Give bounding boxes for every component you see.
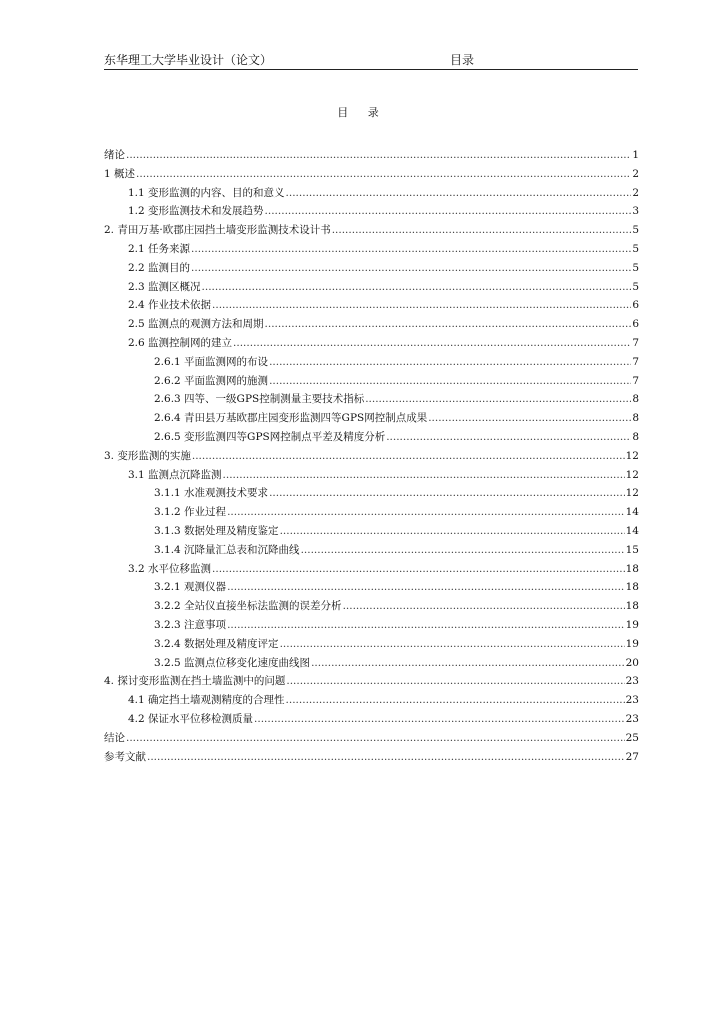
toc-entry-label: 2.6.3 四等、一级GPS控制测量主要技术指标	[154, 393, 365, 406]
toc-entry[interactable]	[104, 259, 639, 278]
toc-entry-label: 2.3 监测区概况	[128, 280, 201, 293]
toc-entry[interactable]	[104, 729, 639, 748]
toc-entry-label: 1.1 变形监测的内容、目的和意义	[128, 186, 285, 199]
header-section-title: 目录	[450, 53, 475, 67]
toc-entry-page-number: 14	[625, 506, 639, 519]
toc-dot-leader	[202, 278, 632, 297]
toc-dot-leader	[332, 221, 632, 240]
toc-entry-label: 3.2 水平位移监测	[128, 562, 212, 575]
toc-entry-page-number: 1	[632, 149, 639, 161]
toc-entry[interactable]	[104, 278, 639, 297]
toc-entry[interactable]	[104, 428, 639, 447]
toc-dot-leader	[126, 146, 631, 165]
toc-entry-page-number: 27	[625, 750, 639, 763]
toc-entry-label: 3.1 监测点沉降监测	[128, 468, 222, 481]
toc-dot-leader	[365, 390, 631, 409]
toc-entry-label: 3.2.2 全站仪直接坐标法监测的误差分析	[154, 600, 342, 613]
toc-entry-page-number: 7	[632, 374, 639, 387]
toc-dot-leader	[265, 315, 632, 334]
toc-dot-leader	[428, 409, 631, 428]
toc-dot-leader	[280, 635, 625, 654]
toc-entry-page-number: 23	[625, 712, 639, 725]
toc-entry[interactable]	[104, 372, 639, 391]
toc-dot-leader	[126, 729, 625, 748]
toc-entry-label: 2.6.5 变形监测四等GPS网控制点平差及精度分析	[154, 430, 386, 443]
toc-entry-page-number: 8	[632, 430, 639, 443]
toc-entry[interactable]	[104, 616, 639, 635]
toc-entry-label: 2.1 任务来源	[128, 242, 191, 255]
toc-entry-page-number: 18	[625, 562, 639, 575]
page-header	[104, 53, 638, 70]
toc-entry[interactable]	[104, 240, 639, 259]
toc-entry[interactable]	[104, 466, 639, 485]
table-of-contents	[104, 146, 639, 766]
toc-entry-page-number: 7	[632, 355, 639, 368]
toc-entry-page-number: 14	[625, 524, 639, 537]
toc-entry-page-number: 5	[632, 242, 639, 255]
toc-entry[interactable]	[104, 541, 639, 560]
toc-entry-page-number: 23	[625, 694, 639, 707]
toc-entry-label: 3.1.3 数据处理及精度鉴定	[154, 524, 279, 537]
toc-entry-page-number: 25	[625, 731, 639, 744]
toc-entry[interactable]	[104, 672, 639, 691]
toc-entry[interactable]	[104, 315, 639, 334]
toc-entry[interactable]	[104, 597, 639, 616]
toc-dot-leader	[269, 484, 625, 503]
toc-dot-leader	[227, 616, 625, 635]
toc-entry[interactable]	[104, 221, 639, 240]
toc-entry-page-number: 18	[625, 581, 639, 594]
toc-entry-label: 2.4 作业技术依据	[128, 299, 212, 312]
toc-entry-label: 结论	[104, 731, 125, 744]
toc-entry-label: 3.2.4 数据处理及精度评定	[154, 637, 279, 650]
toc-entry-page-number: 18	[625, 600, 639, 613]
toc-entry-label: 2. 青田万基·欧郡庄园挡土墙变形监测技术设计书	[104, 224, 331, 237]
toc-entry-page-number: 6	[632, 299, 639, 312]
toc-dot-leader	[343, 597, 625, 616]
toc-entry-label: 2.2 监测目的	[128, 261, 191, 274]
toc-dot-leader	[191, 240, 631, 259]
toc-heading: 目 录	[337, 106, 387, 119]
toc-entry-label: 2.6.2 平面监测网的施测	[154, 374, 269, 387]
toc-entry[interactable]	[104, 635, 639, 654]
toc-entry-label: 4. 探讨变形监测在挡土墙监测中的问题	[104, 675, 286, 688]
toc-entry-label: 3. 变形监测的实施	[104, 449, 191, 462]
toc-entry[interactable]	[104, 334, 639, 353]
toc-entry-page-number: 5	[632, 224, 639, 237]
header-university-title: 东华理工大学毕业设计（论文）	[104, 53, 273, 67]
toc-entry[interactable]	[104, 560, 639, 579]
toc-entry-label: 2.6.4 青田县万基欧郡庄园变形监测四等GPS网控制点成果	[154, 412, 428, 425]
toc-dot-leader	[269, 353, 631, 372]
toc-dot-leader	[212, 296, 631, 315]
toc-entry-label: 参考文献	[104, 750, 146, 763]
toc-dot-leader	[227, 578, 625, 597]
toc-dot-leader	[311, 654, 625, 673]
toc-entry-page-number: 2	[632, 186, 639, 199]
toc-dot-leader	[212, 560, 625, 579]
toc-entry-page-number: 8	[632, 393, 639, 406]
toc-entry-page-number: 3	[632, 205, 639, 218]
toc-entry[interactable]	[104, 184, 639, 203]
toc-entry-page-number: 8	[632, 412, 639, 425]
toc-entry-label: 3.1.1 水准观测技术要求	[154, 487, 269, 500]
toc-dot-leader	[269, 372, 631, 391]
toc-entry-label: 3.1.2 作业过程	[154, 506, 227, 519]
toc-entry[interactable]	[104, 484, 639, 503]
toc-dot-leader	[223, 466, 625, 485]
toc-entry-page-number: 7	[632, 336, 639, 349]
toc-entry-page-number: 12	[625, 468, 639, 481]
toc-entry[interactable]	[104, 522, 639, 541]
toc-entry-page-number: 5	[632, 280, 639, 293]
toc-entry-label: 4.1 确定挡土墙观测精度的合理性	[128, 694, 285, 707]
toc-entry[interactable]	[104, 390, 639, 409]
toc-entry[interactable]	[104, 146, 639, 165]
toc-entry[interactable]	[104, 353, 639, 372]
toc-entry[interactable]	[104, 165, 639, 184]
toc-dot-leader	[286, 672, 624, 691]
toc-entry-label: 1.2 变形监测技术和发展趋势	[128, 205, 264, 218]
toc-entry[interactable]	[104, 503, 639, 522]
toc-dot-leader	[301, 541, 625, 560]
toc-dot-leader	[254, 710, 625, 729]
toc-dot-leader	[233, 334, 631, 353]
toc-entry-page-number: 19	[625, 637, 639, 650]
toc-entry[interactable]	[104, 748, 639, 767]
toc-entry-label: 2.5 监测点的观测方法和周期	[128, 318, 264, 331]
toc-entry[interactable]	[104, 710, 639, 729]
toc-entry-page-number: 12	[625, 449, 639, 462]
toc-entry[interactable]	[104, 202, 639, 221]
toc-dot-leader	[280, 522, 625, 541]
toc-entry-label: 3.2.1 观测仪器	[154, 581, 227, 594]
toc-entry-label: 2.6.1 平面监测网的布设	[154, 355, 269, 368]
toc-dot-leader	[265, 202, 632, 221]
toc-entry[interactable]	[104, 654, 639, 673]
toc-dot-leader	[136, 165, 631, 184]
toc-entry-page-number: 19	[625, 618, 639, 631]
toc-entry-page-number: 20	[625, 656, 639, 669]
toc-entry-label: 1 概述	[104, 167, 136, 180]
toc-entry-label: 3.2.3 注意事项	[154, 618, 227, 631]
toc-entry-label: 3.1.4 沉降量汇总表和沉降曲线	[154, 543, 300, 556]
toc-dot-leader	[286, 184, 632, 203]
toc-dot-leader	[227, 503, 625, 522]
toc-entry-page-number: 5	[632, 261, 639, 274]
toc-entry-label: 2.6 监测控制网的建立	[128, 336, 233, 349]
toc-entry-page-number: 2	[632, 167, 639, 180]
toc-entry[interactable]	[104, 409, 639, 428]
toc-dot-leader	[191, 259, 631, 278]
toc-entry[interactable]	[104, 447, 639, 466]
toc-entry-page-number: 15	[625, 543, 639, 556]
toc-dot-leader	[147, 748, 625, 767]
toc-entry-page-number: 6	[632, 318, 639, 331]
toc-dot-leader	[286, 691, 625, 710]
toc-dot-leader	[192, 447, 625, 466]
toc-entry-label: 绪论	[104, 149, 125, 161]
toc-entry-page-number: 12	[625, 487, 639, 500]
toc-entry[interactable]	[104, 578, 639, 597]
toc-entry-label: 3.2.5 监测点位移变化速度曲线图	[154, 656, 311, 669]
toc-entry-label: 4.2 保证水平位移检测质量	[128, 712, 254, 725]
toc-entry[interactable]	[104, 296, 639, 315]
toc-entry-page-number: 23	[625, 675, 639, 688]
toc-dot-leader	[386, 428, 631, 447]
toc-entry[interactable]	[104, 691, 639, 710]
